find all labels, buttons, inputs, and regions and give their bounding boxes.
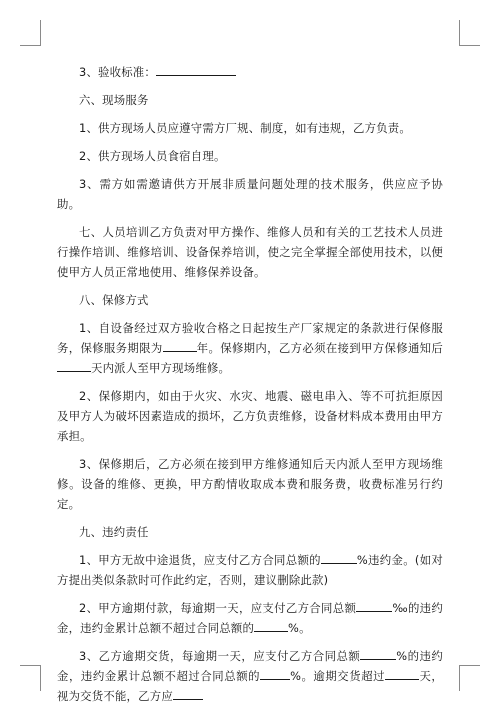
section-heading-7: 七、人员培训乙方负责对甲方操作、维修人员和有关的工艺技术人员进行操作培训、维修培训、设备保养培训，使之完全掌握全部使用技术，以便使甲方人员正常地使用、维修保养设备。 bbox=[57, 225, 443, 279]
clause-8-1: 1、自设备经过双方验收合格之日起按生产厂家规定的条款进行保修服务，保修服务期限为 年。保修期内，乙方必须在接到甲方保修通知后天内派人至甲方现场维修。 bbox=[57, 321, 443, 375]
blank-field[interactable] bbox=[57, 359, 91, 372]
crop-mark-bottom-right bbox=[459, 665, 480, 666]
blank-field[interactable] bbox=[173, 687, 203, 700]
blank-field[interactable] bbox=[385, 667, 419, 680]
clause-9-2: 2、甲方逾期付款，每逾期一天，应支付乙方合同总额 ‰的违约金，违约金累计总额不超过合同总额的 %。 bbox=[57, 601, 443, 635]
crop-mark-top-left bbox=[20, 45, 41, 46]
blank-field[interactable] bbox=[356, 599, 392, 612]
crop-mark-bottom-left bbox=[20, 665, 41, 666]
clause-6-3: 3、需方如需邀请供方开展非质量问题处理的技术服务，供应应予协助。 bbox=[57, 177, 443, 211]
crop-mark-top-right bbox=[459, 20, 460, 46]
blank-field[interactable] bbox=[260, 667, 290, 680]
clause-6-2: 2、供方现场人员食宿自理。 bbox=[79, 149, 226, 163]
clause-9-1: 1、甲方无故中途退货，应支付乙方合同总额的 %违约金。(如对方提出类似条款时可作此约定，否则，建议删除此款) bbox=[57, 553, 443, 587]
crop-mark-top-right bbox=[459, 45, 480, 46]
clause-8-2: 2、保修期内，如由于火灾、水灾、地震、磁电串入、等不可抗拒原因及甲方人为破坏因素造成的损坏，乙方负责维修，设备材料成本费用由甲方承担。 bbox=[57, 389, 443, 443]
crop-mark-bottom-left bbox=[40, 665, 41, 691]
blank-field[interactable] bbox=[360, 647, 396, 660]
blank-field[interactable] bbox=[254, 619, 288, 632]
clause-9-3: 3、乙方逾期交货，每逾期一天，应支付乙方合同总额 %的违约金，违约金累计总额不超过合同总额的 %。逾期交货超过 天，视为交货不能，乙方应 bbox=[57, 649, 444, 703]
section-heading-6: 六、现场服务 bbox=[79, 93, 149, 107]
acceptance-standard: 3、验收标准： bbox=[57, 62, 443, 82]
section-heading-9: 九、违约责任 bbox=[79, 525, 149, 539]
blank-field[interactable] bbox=[321, 551, 357, 564]
crop-mark-bottom-right bbox=[459, 665, 460, 691]
blank-field[interactable] bbox=[156, 63, 236, 76]
section-heading-8: 八、保修方式 bbox=[79, 293, 149, 307]
blank-field[interactable] bbox=[163, 339, 197, 352]
crop-mark-top-left bbox=[40, 20, 41, 46]
document-body bbox=[57, 62, 443, 714]
clause-6-1: 1、供方现场人员应遵守需方厂规、制度，如有违规，乙方负责。 bbox=[79, 121, 411, 135]
clause-8-3: 3、保修期后，乙方必须在接到甲方维修通知后天内派人至甲方现场维修。设备的维修、更换，甲方酌情收取成本费和服务费，收费标准另行约定。 bbox=[57, 457, 443, 511]
